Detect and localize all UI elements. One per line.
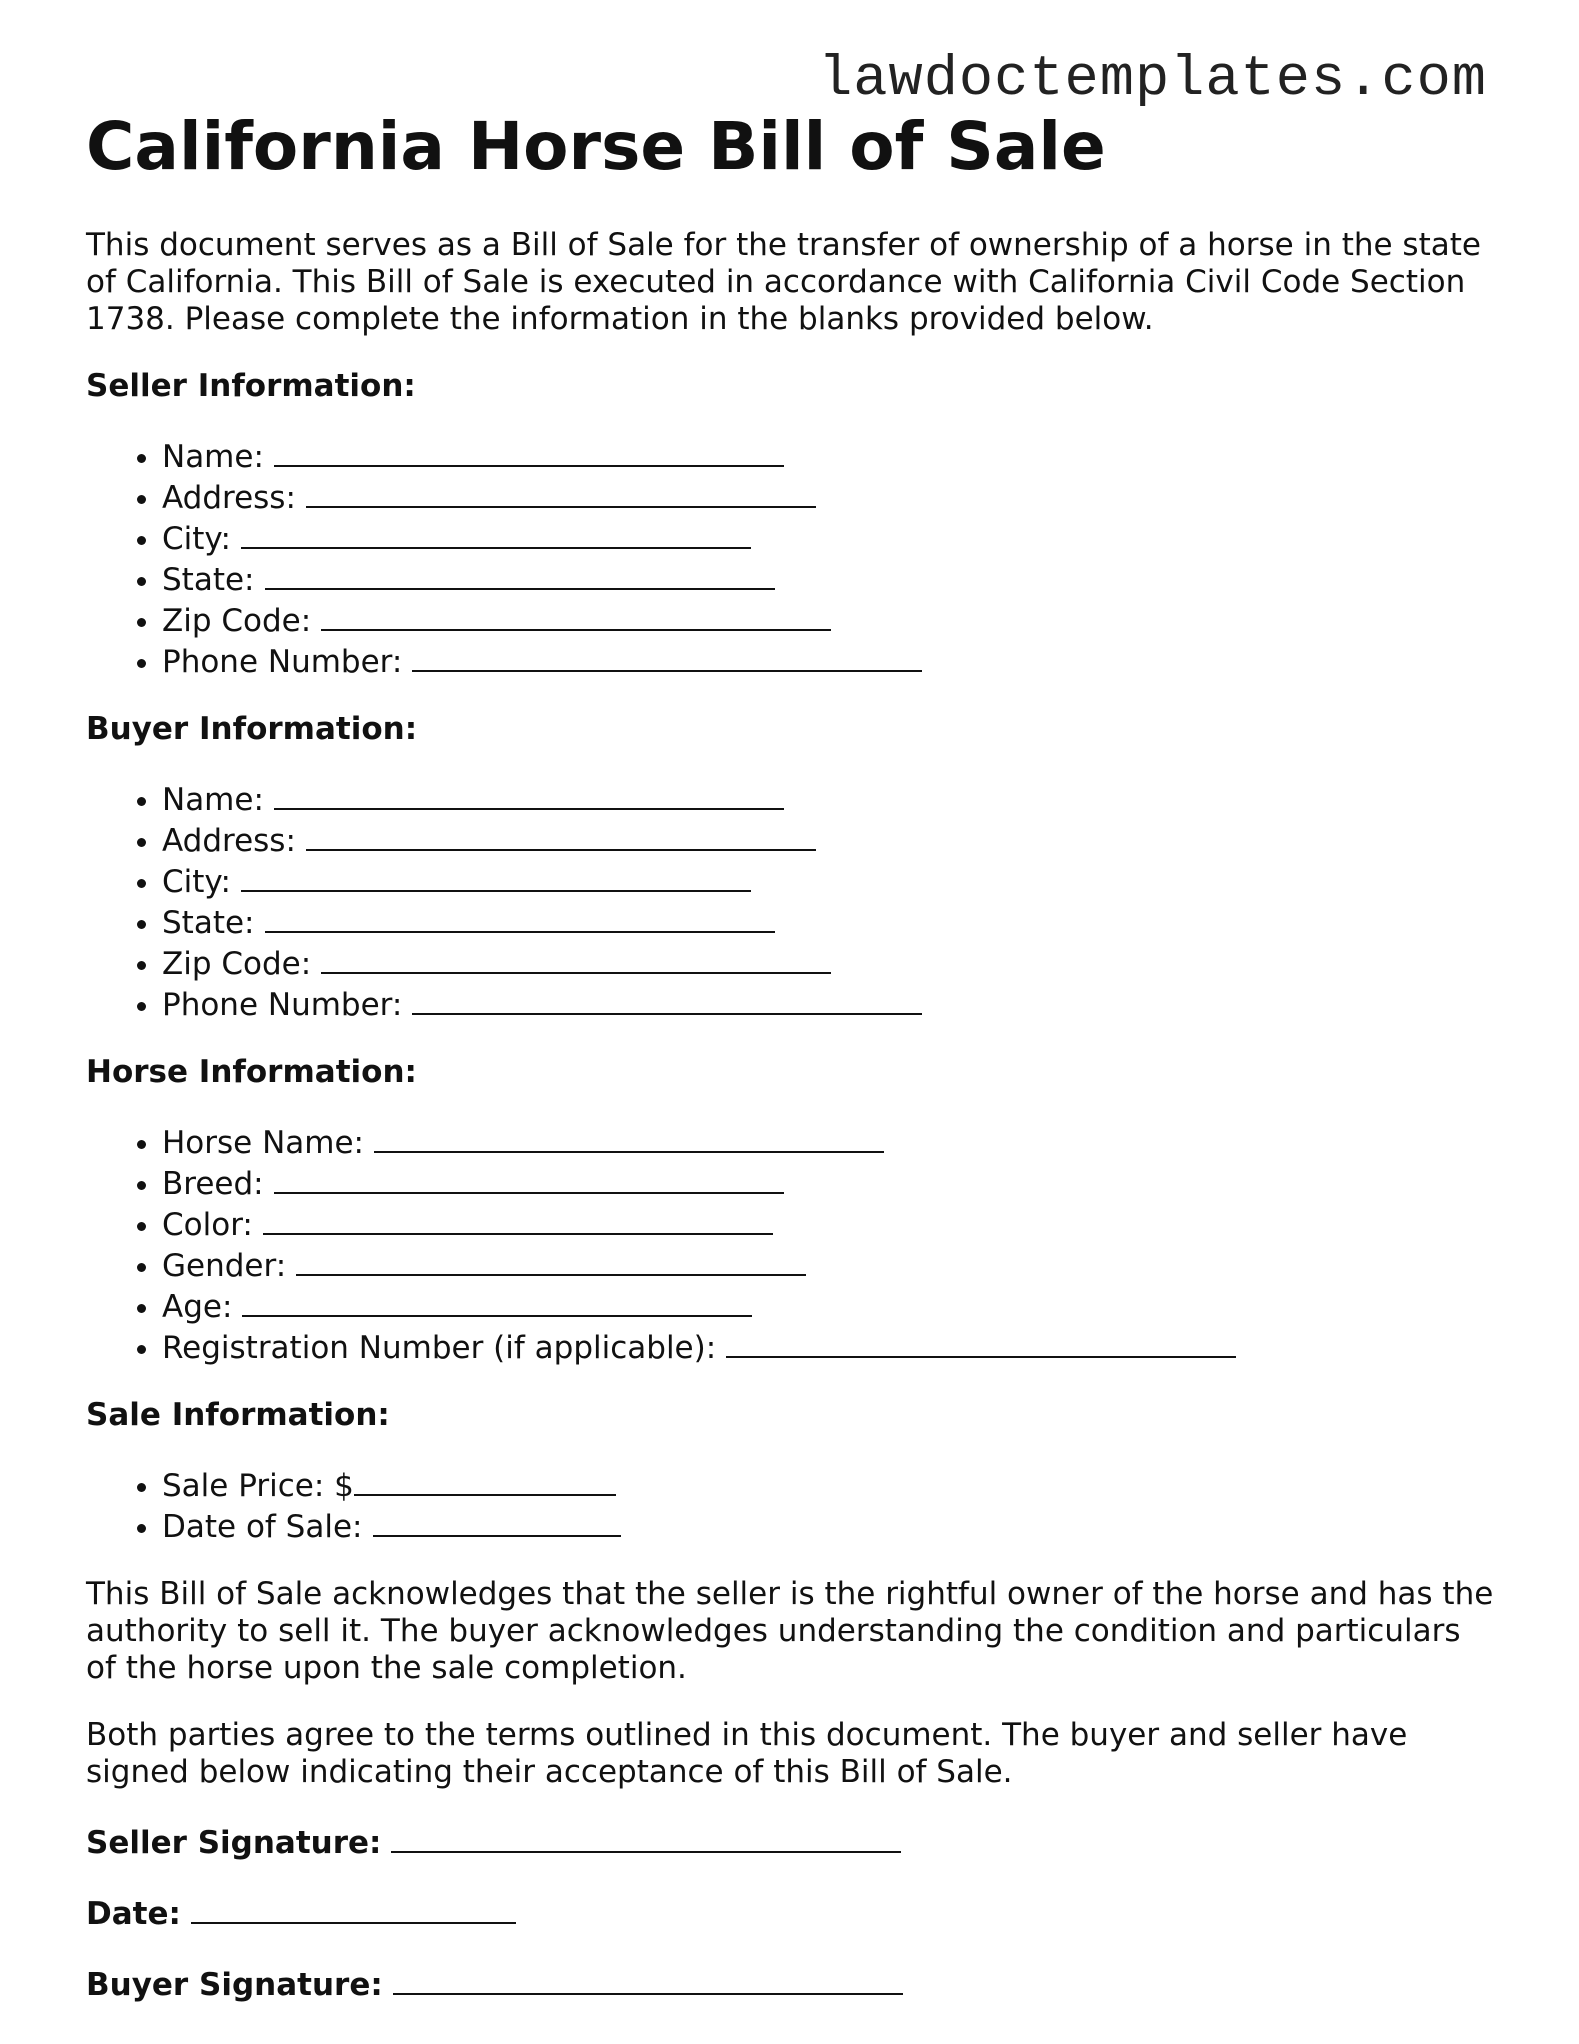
buyer-state-field: • State: bbox=[162, 901, 1496, 942]
buyer-zip-field: • Zip Code: bbox=[162, 942, 1496, 983]
buyer-city-blank[interactable] bbox=[241, 860, 751, 892]
seller-address-blank[interactable] bbox=[306, 476, 816, 508]
sale-price-blank[interactable] bbox=[354, 1464, 616, 1496]
buyer-name-field: • Name: bbox=[162, 778, 1496, 819]
buyer-heading: Buyer Information: bbox=[86, 711, 418, 747]
seller-city-blank[interactable] bbox=[241, 517, 751, 549]
document-title: California Horse Bill of Sale bbox=[86, 108, 1106, 185]
horse-name-blank[interactable] bbox=[374, 1121, 884, 1153]
horse-age-blank[interactable] bbox=[242, 1285, 752, 1317]
horse-color-blank[interactable] bbox=[263, 1203, 773, 1235]
horse-registration-field: • Registration Number (if applicable): bbox=[162, 1326, 1496, 1367]
buyer-state-blank[interactable] bbox=[265, 901, 775, 933]
seller-zip-blank[interactable] bbox=[321, 599, 831, 631]
seller-phone-field: • Phone Number: bbox=[162, 640, 1496, 681]
agreement-paragraph: Both parties agree to the terms outlined in this document. The buyer and seller have signed below indicating their acceptance of this Bill of Sale. bbox=[86, 1717, 1408, 1790]
seller-heading: Seller Information: bbox=[86, 368, 416, 404]
horse-fields bbox=[86, 1121, 1496, 1367]
seller-name-field: • Name: bbox=[162, 435, 1496, 476]
horse-heading: Horse Information: bbox=[86, 1054, 417, 1090]
site-watermark: lawdoctemplates.com bbox=[818, 48, 1487, 112]
sale-price-field: • Sale Price: $ bbox=[162, 1464, 1496, 1505]
seller-signature-blank[interactable] bbox=[391, 1821, 901, 1853]
sale-date-field: • Date of Sale: bbox=[162, 1505, 1496, 1546]
seller-phone-blank[interactable] bbox=[412, 640, 922, 672]
buyer-address-field: • Address: bbox=[162, 819, 1496, 860]
horse-gender-blank[interactable] bbox=[296, 1244, 806, 1276]
buyer-name-blank[interactable] bbox=[274, 778, 784, 810]
intro-paragraph: This document serves as a Bill of Sale for the transfer of ownership of a horse in the state of California. This Bill of Sale is executed in accordance with California Civil Code Section 1738. Please complete the information in the blanks provided below. bbox=[86, 227, 1481, 337]
buyer-fields bbox=[86, 778, 1496, 1024]
horse-name-field: • Horse Name: bbox=[162, 1121, 1496, 1162]
document-body bbox=[86, 227, 1496, 2034]
buyer-zip-blank[interactable] bbox=[321, 942, 831, 974]
horse-age-field: • Age: bbox=[162, 1285, 1496, 1326]
buyer-address-blank[interactable] bbox=[306, 819, 816, 851]
seller-state-field: • State: bbox=[162, 558, 1496, 599]
sale-date-blank[interactable] bbox=[373, 1505, 621, 1537]
seller-name-blank[interactable] bbox=[274, 435, 784, 467]
seller-signature-line: Seller Signature: bbox=[86, 1821, 1496, 1862]
horse-gender-field: • Gender: bbox=[162, 1244, 1496, 1285]
signature-date-blank[interactable] bbox=[191, 1892, 516, 1924]
seller-city-field: • City: bbox=[162, 517, 1496, 558]
horse-registration-blank[interactable] bbox=[726, 1326, 1236, 1358]
horse-breed-field: • Breed: bbox=[162, 1162, 1496, 1203]
seller-fields bbox=[86, 435, 1496, 681]
horse-breed-blank[interactable] bbox=[274, 1162, 784, 1194]
sale-fields bbox=[86, 1464, 1496, 1546]
signature-date-line: Date: bbox=[86, 1892, 1496, 1933]
buyer-signature-line: Buyer Signature: bbox=[86, 1963, 1496, 2004]
seller-state-blank[interactable] bbox=[265, 558, 775, 590]
seller-zip-field: • Zip Code: bbox=[162, 599, 1496, 640]
buyer-city-field: • City: bbox=[162, 860, 1496, 901]
buyer-phone-field: • Phone Number: bbox=[162, 983, 1496, 1024]
sale-heading: Sale Information: bbox=[86, 1397, 390, 1433]
horse-color-field: • Color: bbox=[162, 1203, 1496, 1244]
buyer-signature-blank[interactable] bbox=[393, 1963, 903, 1995]
acknowledgement-paragraph: This Bill of Sale acknowledges that the seller is the rightful owner of the horse and has the authority to sell it. The buyer acknowledges understanding the condition and particulars of the horse upon the sale completion. bbox=[86, 1576, 1494, 1686]
buyer-phone-blank[interactable] bbox=[412, 983, 922, 1015]
seller-address-field: • Address: bbox=[162, 476, 1496, 517]
